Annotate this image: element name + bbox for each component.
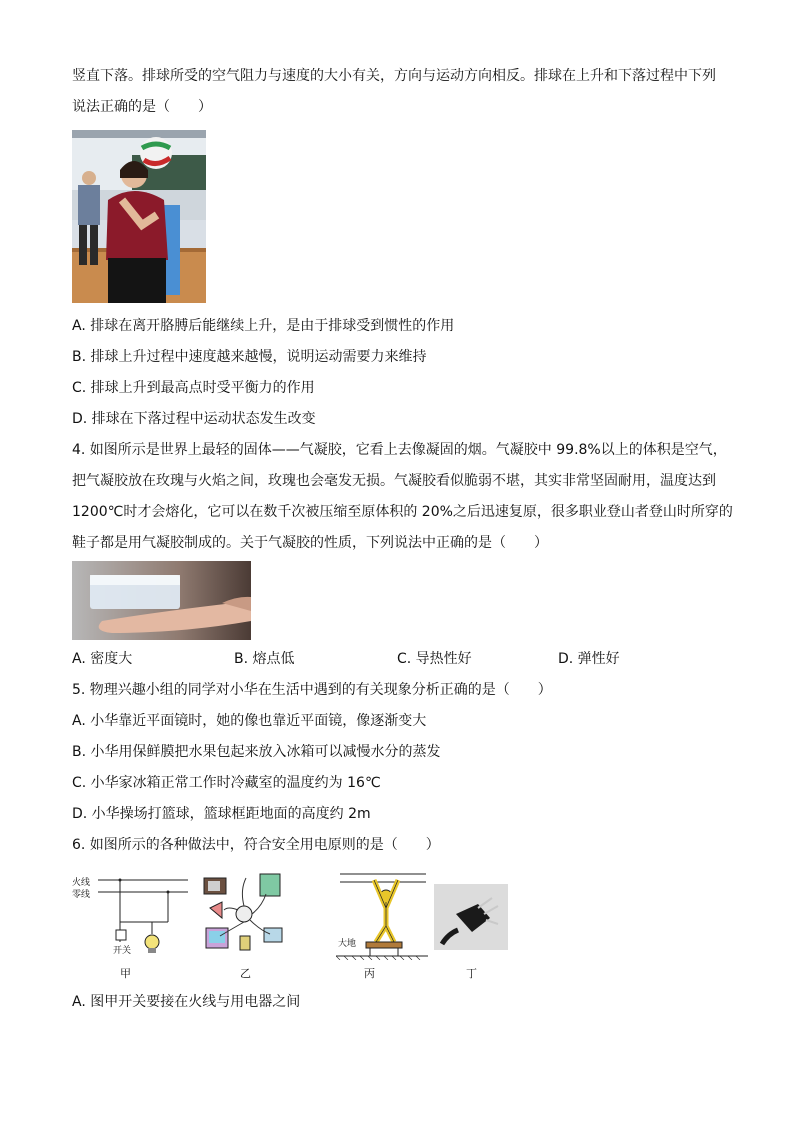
caption-yi: 乙 [240, 967, 251, 980]
figure-ding-plug-photo [434, 884, 508, 950]
q4-option-d: D. 弹性好 [558, 651, 620, 667]
q4-option-a: A. 密度大 [72, 651, 133, 667]
label-live-wire: 火线 [72, 878, 91, 888]
caption-jia: 甲 [120, 967, 131, 980]
q5-stem: 5. 物理兴趣小组的同学对小华在生活中遇到的有关现象分析正确的是（ ） [72, 682, 552, 698]
q3-stem-line-2: 说法正确的是（ ） [72, 99, 212, 115]
q4-option-c: C. 导热性好 [397, 651, 472, 667]
q4-stem-line-3: 1200℃时才会熔化，它可以在数千次被压缩至原体积的 20%之后迅速复原，很多职业登山者登山时所穿的 [72, 504, 733, 520]
q5-option-a: A. 小华靠近平面镜时，她的像也靠近平面镜，像逐渐变大 [72, 713, 427, 729]
caption-bing: 丙 [364, 967, 375, 980]
q3-option-c: C. 排球上升到最高点时受平衡力的作用 [72, 380, 315, 396]
q5-option-c: C. 小华家冰箱正常工作时冷藏室的温度约为 16℃ [72, 775, 381, 791]
q4-stem-line-1: 4. 如图所示是世界上最轻的固体——气凝胶，它看上去像凝固的烟。气凝胶中 99.8%以上的体积是空气， [72, 442, 727, 458]
q6-stem: 6. 如图所示的各种做法中，符合安全用电原则的是（ ） [72, 837, 440, 853]
caption-ding: 丁 [466, 967, 477, 980]
label-ground: 大地 [338, 939, 357, 949]
q4-option-b: B. 熔点低 [234, 651, 295, 667]
q5-option-b: B. 小华用保鲜膜把水果包起来放入冰箱可以减慢水分的蒸发 [72, 744, 441, 760]
q3-option-d: D. 排球在下落过程中运动状态发生改变 [72, 411, 316, 427]
q3-option-b: B. 排球上升过程中速度越来越慢，说明运动需要力来维持 [72, 349, 427, 365]
q3-option-a: A. 排球在离开胳膊后能继续上升，是由于排球受到惯性的作用 [72, 318, 455, 334]
q5-option-d: D. 小华操场打篮球，篮球框距地面的高度约 2m [72, 806, 371, 822]
q4-stem-line-4: 鞋子都是用气凝胶制成的。关于气凝胶的性质，下列说法中正确的是（ ） [72, 535, 548, 551]
q6-option-a: A. 图甲开关要接在火线与用电器之间 [72, 994, 301, 1010]
label-switch: 开关 [113, 946, 132, 956]
volleyball-photo [72, 130, 206, 303]
q4-stem-line-2: 把气凝胶放在玫瑰与火焰之间，玫瑰也会毫发无损。气凝胶看似脆弱不堪，其实非常坚固耐用，温度达到 [72, 473, 716, 489]
q3-stem-line-1: 竖直下落。排球所受的空气阻力与速度的大小有关，方向与运动方向相反。排球在上升和下落过程中下列 [72, 68, 716, 84]
label-neutral-wire: 零线 [72, 890, 91, 900]
aerogel-photo [72, 561, 251, 640]
figure-yi-overloaded-socket [200, 870, 292, 958]
